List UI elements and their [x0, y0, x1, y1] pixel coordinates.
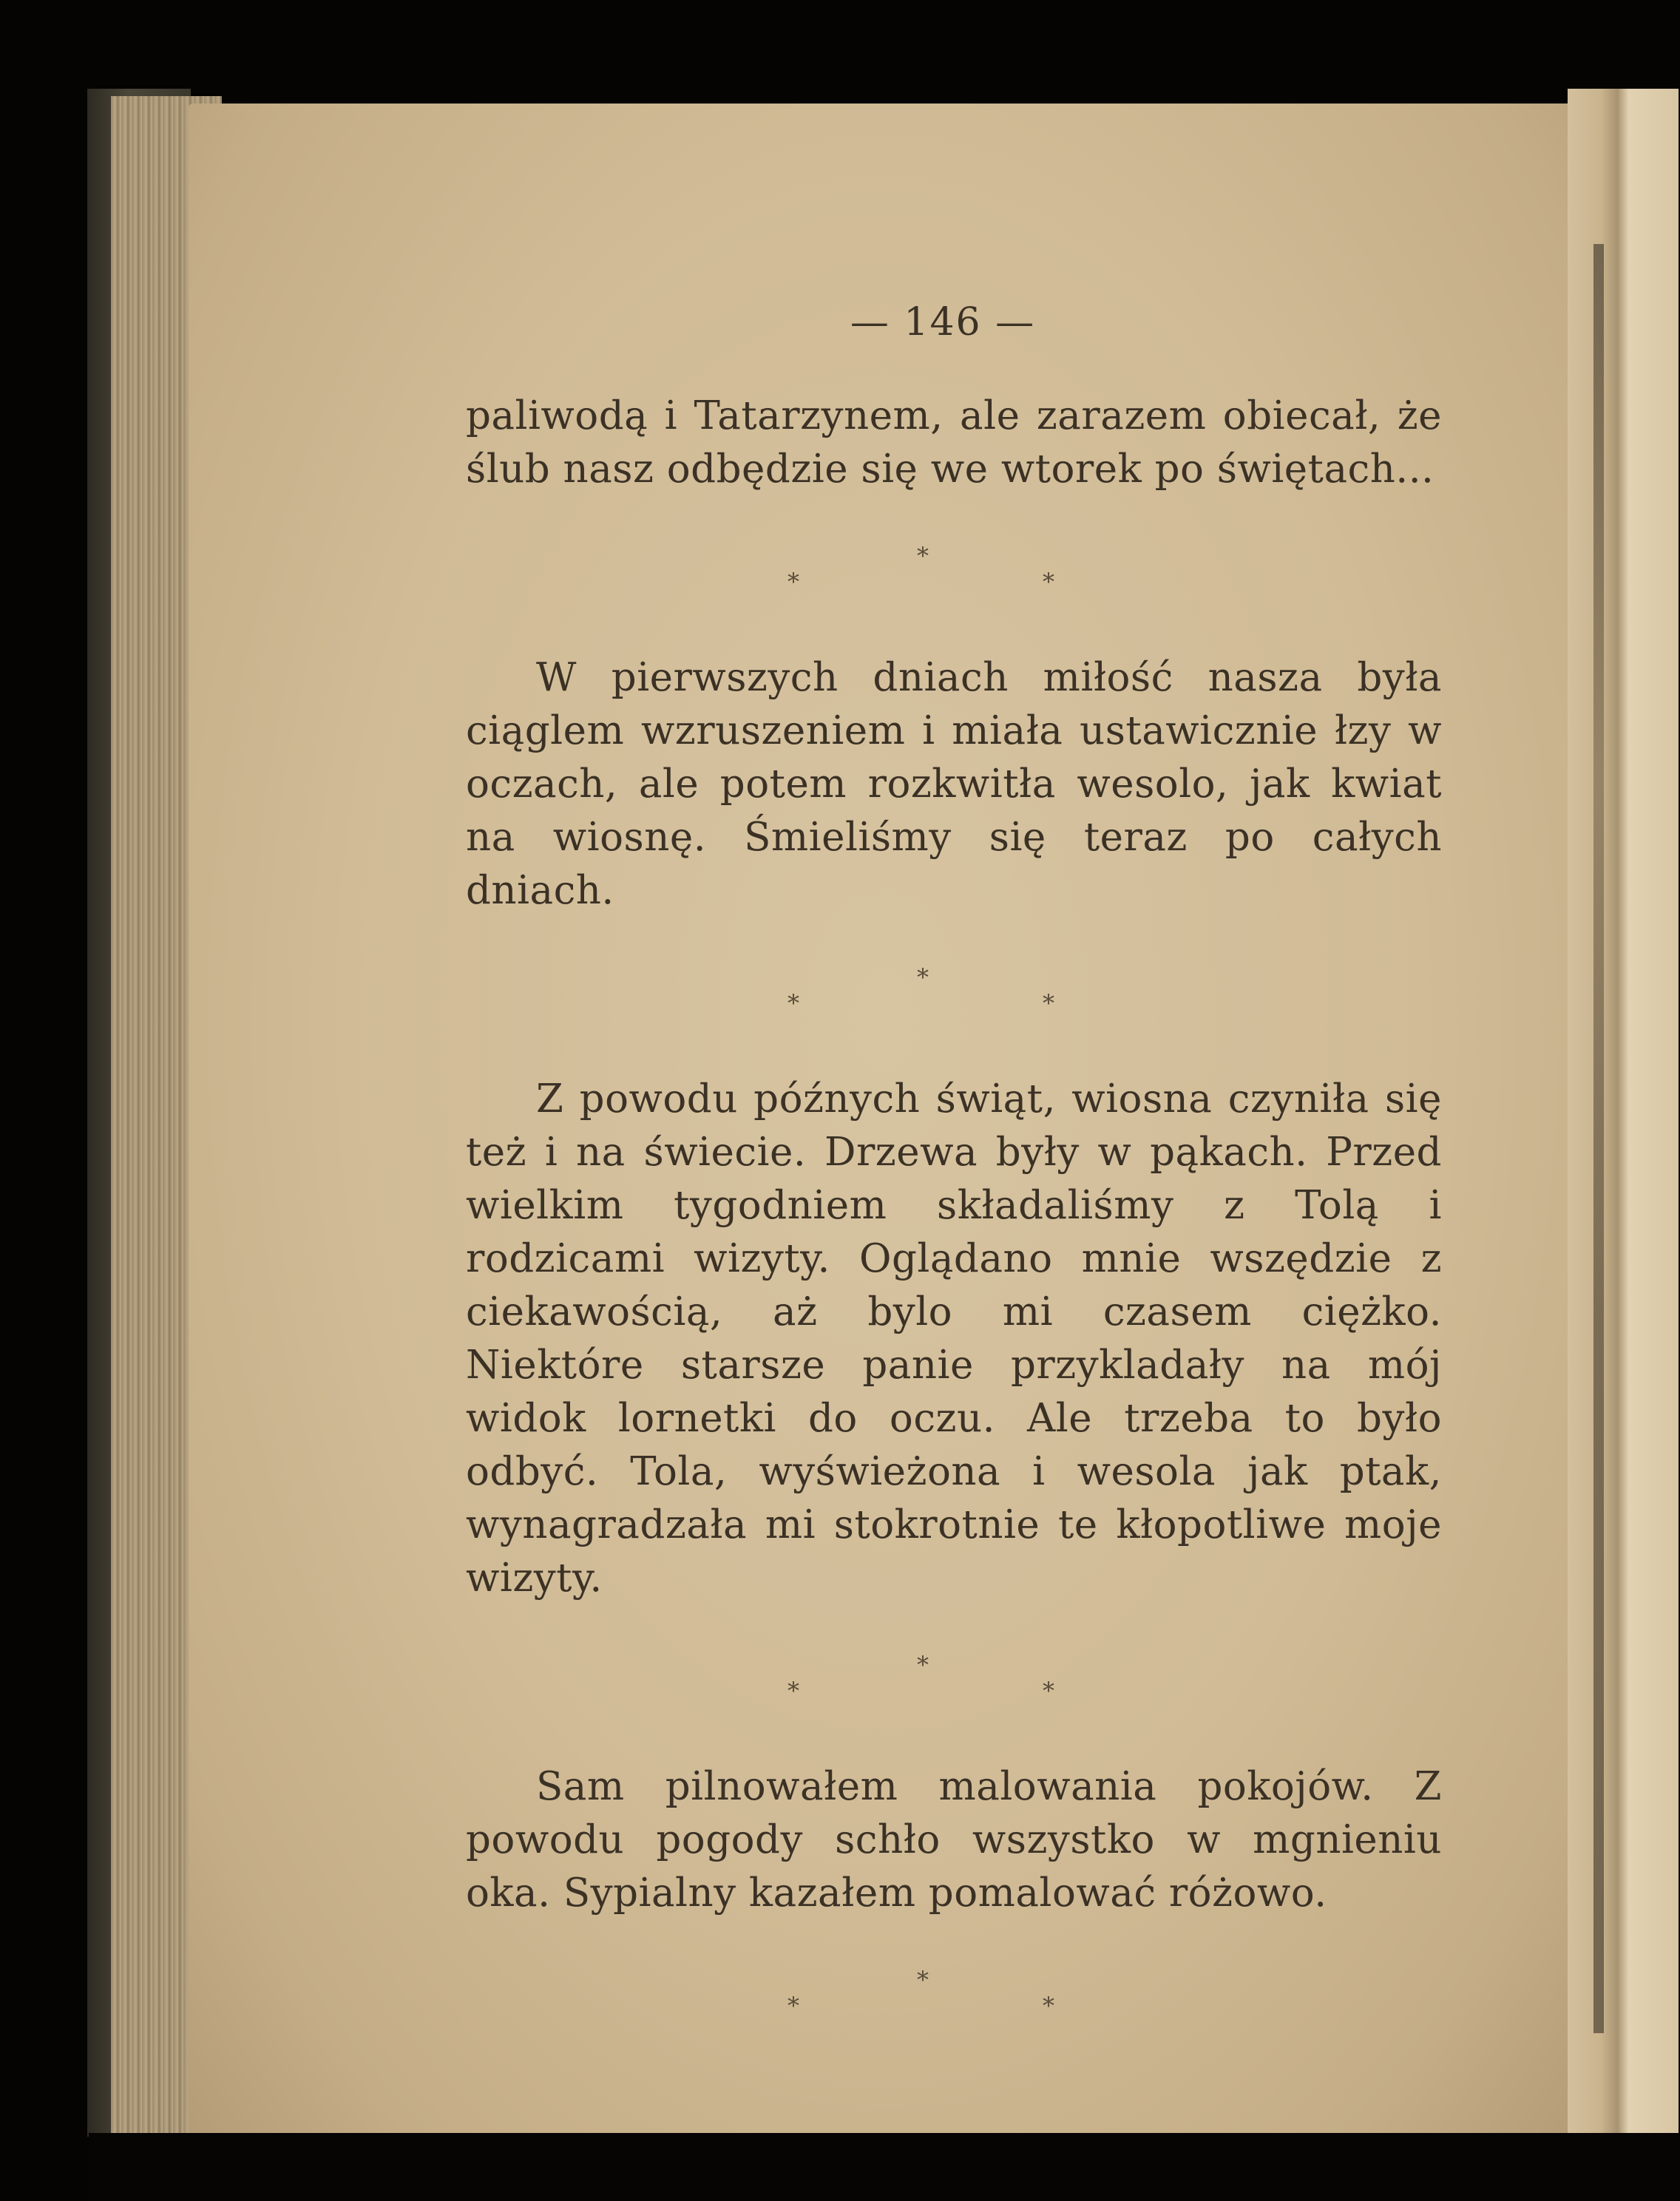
section-separator [444, 1920, 1442, 2075]
bottom-shadow [89, 2133, 1679, 2201]
asterisk: * [917, 1651, 929, 1679]
paragraph: Z powodu późnych świąt, wiosna czyniła się też i na świecie. Drzewa były w pąkach. Przed wielkim tygodniem składaliśmy z Tolą i rodzicami wizyty. Oglądano mnie wszędzie z ciekawością, aż bylo mi czasem ciężko. Niektóre starsze panie przykladały na mój widok lornetki do oczu. Ale trzeba to było odbyć. Tola, wyświeżona i wesola jak ptak, wynagradzała mi stokrotnie te kłopotliwe moje wizyty. [466, 1076, 1442, 1601]
asterisk: * [788, 568, 800, 596]
page-number: — 146 — [850, 300, 1036, 345]
section-separator [444, 1605, 1442, 1760]
paragraph: W pierwszych dniach miłość nasza była ciąglem wzruszeniem i miała ustawicznie łzy w oczach, ale potem rozkwitła wesolo, jak kwiat na wiosnę. Śmieliśmy się teraz po całych dniach. [466, 655, 1442, 913]
asterisk: * [788, 1677, 800, 1705]
book-gutter [1568, 89, 1679, 2144]
asterisk: * [1043, 1992, 1055, 2020]
section-separator [444, 496, 1442, 651]
asterisk: * [788, 1992, 800, 2020]
next-page-edge [1593, 244, 1604, 2033]
page-text [466, 296, 1442, 2075]
paragraph: paliwodą i Tatarzynem, ale zarazem obiecał, że ślub nasz odbędzie się we wtorek po świętach... [466, 393, 1442, 492]
asterisk: * [917, 963, 929, 991]
asterisk: * [1043, 568, 1055, 596]
asterisk: * [1043, 1677, 1055, 1705]
section-separator [444, 918, 1442, 1073]
asterisk: * [917, 542, 929, 570]
paragraph: Sam pilnowałem malowania pokojów. Z powodu pogody schło wszystko w mgnieniu oka. Sypialny kazałem pomalować różowo. [466, 1764, 1442, 1916]
asterisk: * [917, 1966, 929, 1994]
asterisk: * [788, 989, 800, 1017]
asterisk: * [1043, 989, 1055, 1017]
